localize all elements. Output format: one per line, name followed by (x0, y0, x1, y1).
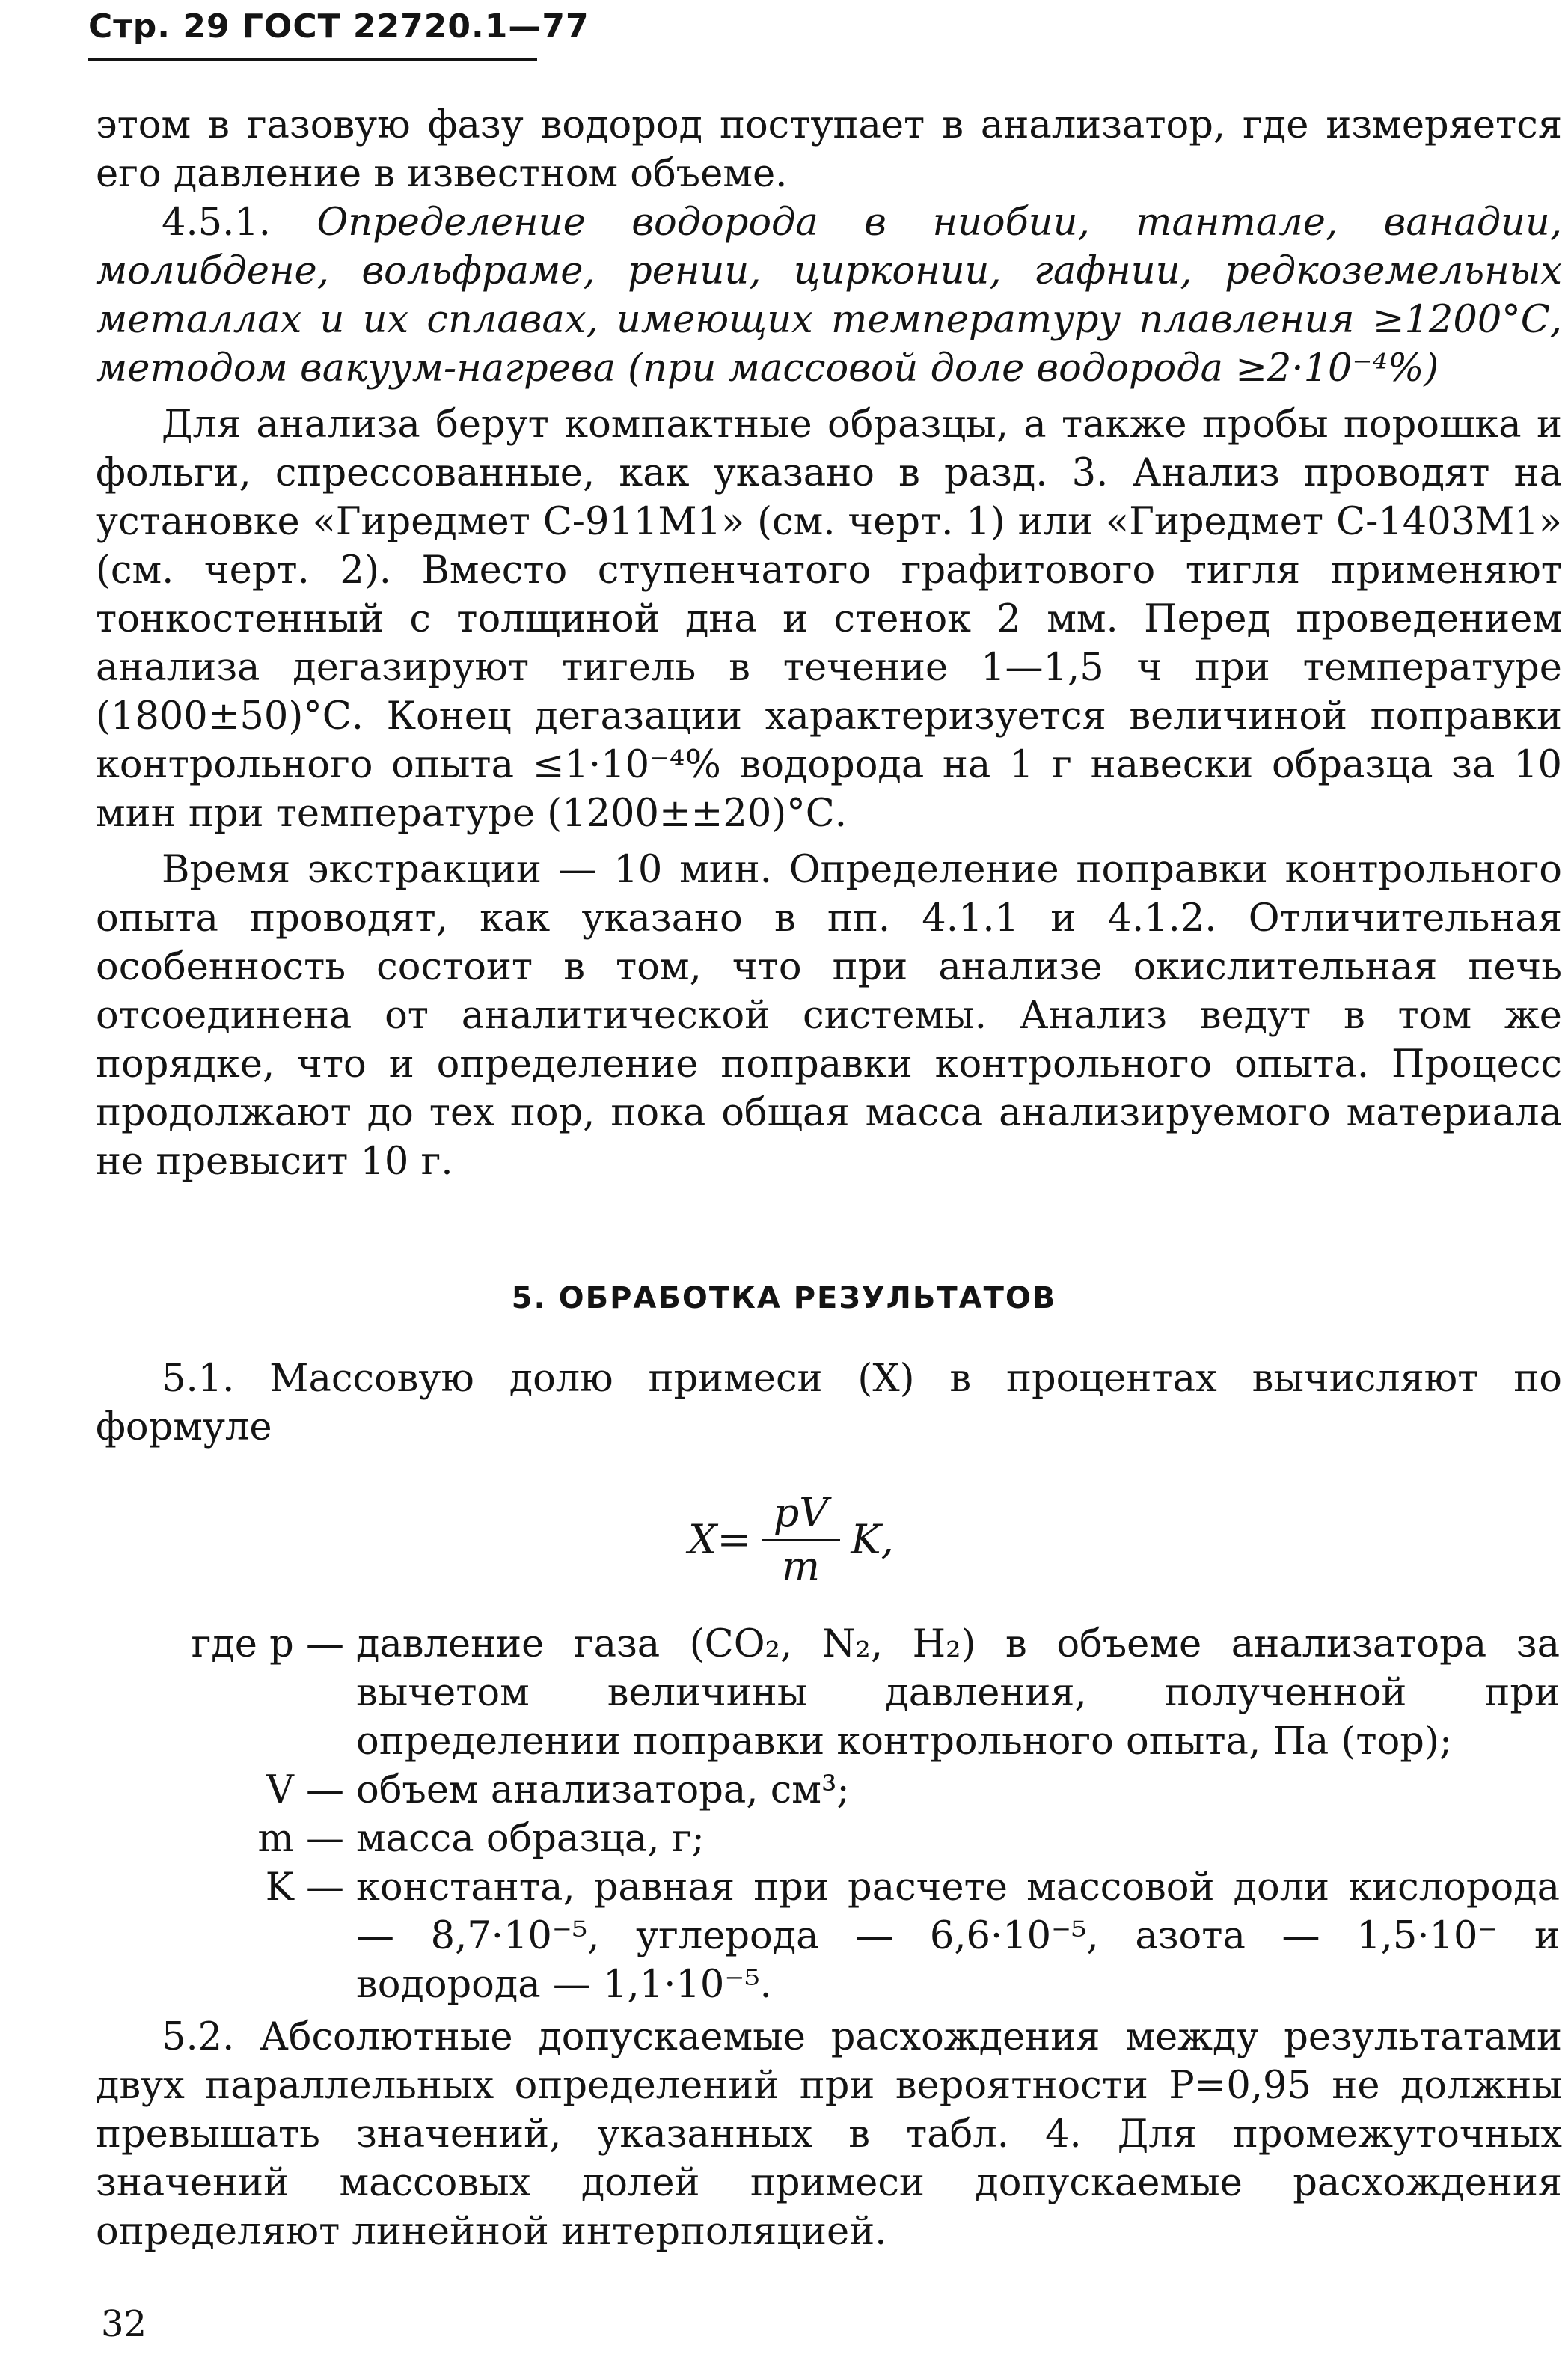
definition-label: V — (266, 1768, 344, 1812)
subsection-number: 4.5.1. (162, 201, 271, 245)
definition-text: объем анализатора, см³; (356, 1768, 850, 1812)
paragraph-5-1-block (96, 1354, 1562, 1452)
header-rule (88, 58, 537, 61)
formula-fraction (762, 1489, 841, 1590)
formula-rhs: K, (851, 1516, 894, 1563)
definition-label: K — (265, 1865, 344, 1910)
definition-text: константа, равная при расчете массовой доли кислорода — 8,7·10⁻⁵, углерода — 6,6·10⁻⁵, азота — 1,5·10⁻ и водорода — 1,1·10⁻⁵. (356, 1865, 1560, 2007)
definition-row (120, 1815, 1560, 1863)
formula-lhs: X= (688, 1516, 751, 1563)
paragraph-procedure: Для анализа берут компактные образцы, а также пробы порошка и фольги, спрессованные, как указано в разд. 3. Анализ проводят на установке «Гиредмет С-911М1» (см. черт. 1) или «Гиредмет С-1403М1» (см. черт. 2). Вместо ступенчатого графитового тигля применяют тонкостенный с толщиной дна и стенок 2 мм. Перед проведением анализа дегазируют тигель в течение 1—1,5 ч при температуре (1800±50)°С. Конец дегазации характеризуется величиной поправки контрольного опыта ≤1·10⁻⁴% водорода на 1 г навески образца за 10 мин при температуре (1200±±20)°С. (96, 403, 1562, 836)
definition-row (120, 1620, 1560, 1766)
page-number: 32 (101, 2303, 147, 2345)
paragraph-5-1: 5.1. Массовую долю примеси (X) в процентах вычисляют по формуле (96, 1357, 1562, 1449)
definition-text: давление газа (CO₂, N₂, H₂) в объеме анализатора за вычетом величины давления, полученной при определении поправки контрольного опыта, Па (тор); (356, 1622, 1560, 1764)
definition-label: где p — (191, 1622, 344, 1666)
subsection-4-5-1 (96, 198, 1562, 393)
paragraph-5-2-block (96, 2013, 1562, 2256)
definition-row (120, 1766, 1560, 1815)
text-block-top (96, 101, 1562, 1186)
formula-denominator: m (781, 1543, 821, 1590)
section-title: 5. ОБРАБОТКА РЕЗУЛЬТАТОВ (511, 1281, 1057, 1315)
paragraph-continuation: этом в газовую фазу водород поступает в анализатор, где измеряется его давление в известном объеме. (96, 103, 1562, 196)
definition-row (120, 1863, 1560, 2009)
definition-text: масса образца, г; (356, 1817, 705, 1861)
paragraph-5-2: 5.2. Абсолютные допускаемые расхождения между результатами двух параллельных определений при вероятности P=0,95 не должны превышать значений, указанных в табл. 4. Для промежуточных значений массовых долей примеси допускаемые расхождения определяют линейной интерполяцией. (96, 2015, 1562, 2254)
formula (688, 1489, 894, 1590)
page-header: Стр. 29 ГОСТ 22720.1—77 (88, 7, 589, 46)
definitions-list (120, 1620, 1560, 2009)
definition-label: m — (257, 1817, 344, 1861)
formula-numerator: pV (762, 1489, 841, 1541)
subsection-title: Определение водорода в ниобии, тантале, ванадии, молибдене, вольфраме, рении, цирконии, гафнии, редкоземельных металлах и их сплавах, имеющих температуру плавления ≥1200°С, методом вакуум-нагрева (при массовой доле водорода ≥2·10⁻⁴%) (96, 201, 1562, 391)
paragraph-extraction: Время экстракции — 10 мин. Определение поправки контрольного опыта проводят, как указано в пп. 4.1.1 и 4.1.2. Отличительная особенность состоит в том, что при анализе окислительная печь отсоединена от аналитической системы. Анализ ведут в том же порядке, что и определение поправки контрольного опыта. Процесс продолжают до тех пор, пока общая масса анализируемого материала не превысит 10 г. (96, 848, 1562, 1184)
